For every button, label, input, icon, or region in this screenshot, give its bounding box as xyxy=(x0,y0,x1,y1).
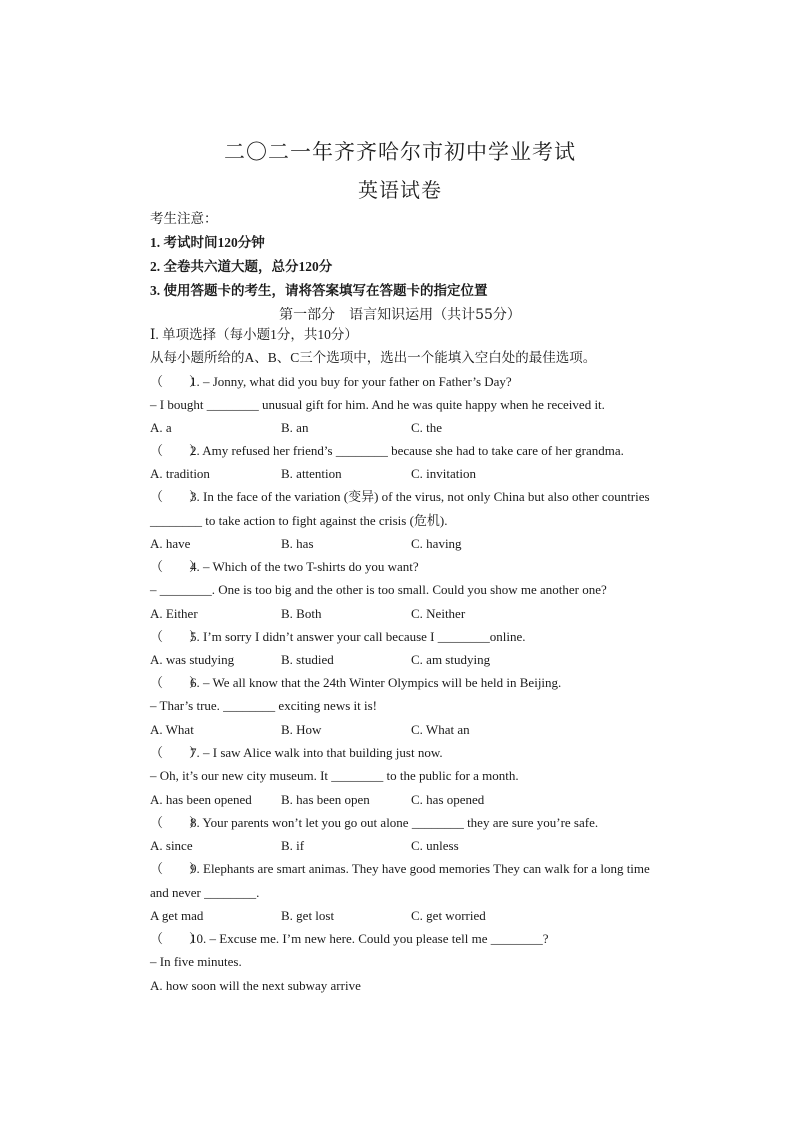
option-b: B. an xyxy=(281,420,309,435)
question-line: – Thar’s true. ________ exciting news it is! xyxy=(150,698,377,713)
question-line: – ________. One is too big and the other is too small. Could you show me another one? xyxy=(150,582,607,597)
question-6 xyxy=(150,675,561,691)
option-a: A. a xyxy=(150,420,172,435)
option-c: C. Neither xyxy=(411,606,466,621)
option-a: A. What xyxy=(150,722,194,737)
question-4 xyxy=(150,559,419,575)
option-a: A. Either xyxy=(150,606,198,621)
notice-heading: 考生注意： xyxy=(150,211,218,226)
question-line: – In five minutes. xyxy=(150,954,242,969)
question-line: ________ to take action to fight against the crisis (危机). xyxy=(150,513,448,528)
answer-paren: （ ） xyxy=(150,374,203,389)
section-title: 第一部分 语言知识运用（共计55分） xyxy=(279,307,521,323)
option-a: A. was studying xyxy=(150,652,235,667)
exam-subtitle: 英语试卷 xyxy=(358,178,442,202)
question-2 xyxy=(150,443,624,459)
notice-item: 3. 使用答题卡的考生，请将答案填写在答题卡的指定位置 xyxy=(150,283,488,298)
question-text: 7. – I saw Alice walk into that building just now. xyxy=(190,745,443,760)
answer-paren: （ ） xyxy=(150,675,203,690)
option-a: A get mad xyxy=(150,908,204,923)
exam-title: 二〇二一年齐齐哈尔市初中学业考试 xyxy=(224,140,576,164)
notice-item: 1. 考试时间120分钟 xyxy=(150,235,265,250)
option-b: B. Both xyxy=(281,606,322,621)
option-a: A. have xyxy=(150,536,191,551)
option-c: C. the xyxy=(411,420,443,435)
option-c: C. get worried xyxy=(411,908,486,923)
question-text: 4. – Which of the two T-shirts do you want? xyxy=(190,559,419,574)
option-b: B. has xyxy=(281,536,314,551)
option-c: C. am studying xyxy=(411,652,491,667)
answer-paren: （ ） xyxy=(150,629,203,644)
instruction: 从每小题所给的A、B、C三个选项中，选出一个能填入空白处的最佳选项。 xyxy=(150,350,597,365)
option-a: A. has been opened xyxy=(150,792,252,807)
question-line: and never ________. xyxy=(150,885,260,900)
question-line: – Oh, it’s our new city museum. It ________ to the public for a month. xyxy=(150,768,519,783)
question-text: 1. – Jonny, what did you buy for your father on Father’s Day? xyxy=(190,374,512,389)
option-c: C. invitation xyxy=(411,466,476,481)
question-text: 6. – We all know that the 24th Winter Olympics will be held in Beijing. xyxy=(190,675,562,690)
answer-paren: （ ） xyxy=(150,861,203,876)
option-c: C. unless xyxy=(411,838,459,853)
part-title: Ⅰ. 单项选择（每小题1分，共10分） xyxy=(150,327,358,342)
answer-paren: （ ） xyxy=(150,815,203,830)
question-line: – I bought ________ unusual gift for him. And he was quite happy when he received it. xyxy=(150,397,605,412)
question-text: 5. I’m sorry I didn’t answer your call because I ________online. xyxy=(190,629,526,644)
option-b: B. attention xyxy=(281,466,342,481)
question-10 xyxy=(150,931,549,947)
option-a: A. since xyxy=(150,838,193,853)
question-text: 2. Amy refused her friend’s ________ because she had to take care of her grandma. xyxy=(190,443,624,458)
question-7 xyxy=(150,745,443,761)
question-text: 3. In the face of the variation (变异) of the virus, not only China but also other countries xyxy=(190,489,650,504)
question-9 xyxy=(150,861,650,877)
option-c: C. has opened xyxy=(411,792,485,807)
option-c: C. What an xyxy=(411,722,470,737)
question-8 xyxy=(150,815,598,831)
option-c: C. having xyxy=(411,536,462,551)
option-b: B. get lost xyxy=(281,908,335,923)
answer-paren: （ ） xyxy=(150,489,203,504)
option-b: B. studied xyxy=(281,652,334,667)
option-b: B. has been open xyxy=(281,792,370,807)
option-a: A. tradition xyxy=(150,466,210,481)
question-1 xyxy=(150,374,512,390)
option-b: B. if xyxy=(281,838,305,853)
question-5 xyxy=(150,629,526,645)
question-text: 10. – Excuse me. I’m new here. Could you please tell me ________? xyxy=(190,931,549,946)
question-3 xyxy=(150,489,650,505)
answer-paren: （ ） xyxy=(150,559,203,574)
question-text: 8. Your parents won’t let you go out alone ________ they are sure you’re safe. xyxy=(190,815,599,830)
answer-paren: （ ） xyxy=(150,745,203,760)
answer-paren: （ ） xyxy=(150,931,203,946)
answer-paren: （ ） xyxy=(150,443,203,458)
option-a: A. how soon will the next subway arrive xyxy=(150,978,361,993)
notice-item: 2. 全卷共六道大题，总分120分 xyxy=(150,259,333,274)
question-text: 9. Elephants are smart animas. They have good memories They can walk for a long time xyxy=(190,861,650,876)
option-b: B. How xyxy=(281,722,322,737)
